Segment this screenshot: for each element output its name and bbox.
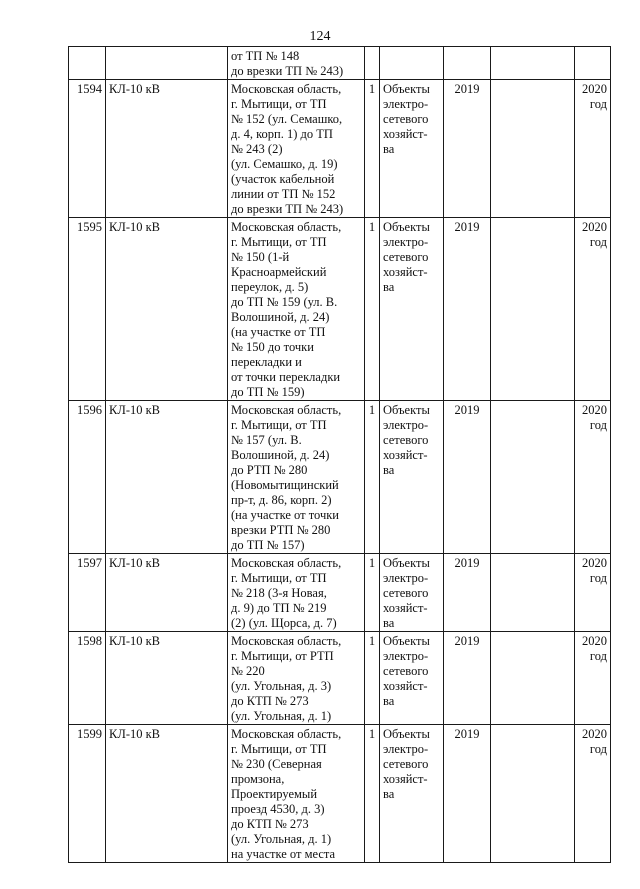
address-line: д. 9) до ТП № 219 bbox=[231, 601, 327, 615]
term-line: год bbox=[589, 571, 607, 585]
cell-address bbox=[228, 401, 365, 554]
cell-category bbox=[380, 401, 444, 554]
category-line: Объекты bbox=[383, 403, 430, 417]
address-line: Московская область, bbox=[231, 403, 342, 417]
category-line: ва bbox=[383, 787, 395, 801]
address-line: г. Мытищи, от ТП bbox=[231, 418, 327, 432]
cell-year: 2019 bbox=[444, 218, 491, 401]
term-line: 2020 bbox=[582, 634, 607, 648]
cell-category bbox=[380, 632, 444, 725]
cell-address bbox=[228, 554, 365, 632]
address-line: проезд 4530, д. 3) bbox=[231, 802, 325, 816]
cell-address bbox=[228, 80, 365, 218]
cell-year: 2019 bbox=[444, 554, 491, 632]
category-line: ва bbox=[383, 463, 395, 477]
address-line: переулок, д. 5) bbox=[231, 280, 309, 294]
address-line: до КТП № 273 bbox=[231, 817, 309, 831]
category-line: электро- bbox=[383, 742, 429, 756]
cell-type: КЛ-10 кВ bbox=[106, 401, 228, 554]
address-line: до КТП № 273 bbox=[231, 694, 309, 708]
term-line: 2020 bbox=[582, 727, 607, 741]
cell-type: КЛ-10 кВ bbox=[106, 80, 228, 218]
category-line: ва bbox=[383, 694, 395, 708]
category-line: электро- bbox=[383, 571, 429, 585]
term-line: 2020 bbox=[582, 403, 607, 417]
address-line: пр-т, д. 86, корп. 2) bbox=[231, 493, 332, 507]
address-line: № 220 bbox=[231, 664, 265, 678]
address-line: промзона, bbox=[231, 772, 285, 786]
address-line: № 243 (2) bbox=[231, 142, 283, 156]
cell-empty bbox=[491, 47, 575, 80]
address-line: № 150 (1-й bbox=[231, 250, 290, 264]
address-line: до врезки ТП № 243) bbox=[231, 202, 344, 216]
cell-category bbox=[380, 47, 444, 80]
address-line: на участке от места bbox=[231, 847, 336, 861]
cell-year bbox=[444, 47, 491, 80]
address-line: Проектируемый bbox=[231, 787, 318, 801]
cell-num bbox=[69, 47, 106, 80]
cell-num: 1596 bbox=[69, 401, 106, 554]
category-line: Объекты bbox=[383, 220, 430, 234]
category-line: Объекты bbox=[383, 727, 430, 741]
cell-category bbox=[380, 725, 444, 863]
registry-table bbox=[68, 46, 611, 863]
category-line: Объекты bbox=[383, 82, 430, 96]
term-line: год bbox=[589, 649, 607, 663]
address-line: (на участке от точки bbox=[231, 508, 340, 522]
address-line: от точки перекладки bbox=[231, 370, 341, 384]
cell-type: КЛ-10 кВ bbox=[106, 725, 228, 863]
cell-type: КЛ-10 кВ bbox=[106, 218, 228, 401]
cell-type bbox=[106, 47, 228, 80]
category-line: Объекты bbox=[383, 634, 430, 648]
cell-qty: 1 bbox=[365, 80, 380, 218]
cell-empty bbox=[491, 632, 575, 725]
table-row bbox=[69, 218, 611, 401]
category-line: ва bbox=[383, 280, 395, 294]
cell-empty bbox=[491, 80, 575, 218]
category-line: сетевого bbox=[383, 433, 429, 447]
address-line: Московская область, bbox=[231, 82, 342, 96]
address-line: Волошиной, д. 24) bbox=[231, 310, 330, 324]
cell-term bbox=[575, 401, 611, 554]
address-line: (Новомытищинский bbox=[231, 478, 339, 492]
address-line: Волошиной, д. 24) bbox=[231, 448, 330, 462]
address-line: № 150 до точки bbox=[231, 340, 314, 354]
cell-address bbox=[228, 218, 365, 401]
address-line: № 152 (ул. Семашко, bbox=[231, 112, 343, 126]
cell-qty: 1 bbox=[365, 725, 380, 863]
address-line: (на участке от ТП bbox=[231, 325, 326, 339]
cell-term bbox=[575, 47, 611, 80]
table-row bbox=[69, 725, 611, 863]
address-line: № 230 (Северная bbox=[231, 757, 322, 771]
term-line: 2020 bbox=[582, 220, 607, 234]
cell-num: 1594 bbox=[69, 80, 106, 218]
address-line: (ул. Семашко, д. 19) bbox=[231, 157, 338, 171]
address-line: № 157 (ул. В. bbox=[231, 433, 302, 447]
cell-year: 2019 bbox=[444, 80, 491, 218]
table-row bbox=[69, 632, 611, 725]
cell-empty bbox=[491, 554, 575, 632]
cell-num: 1597 bbox=[69, 554, 106, 632]
address-line: до ТП № 159) bbox=[231, 385, 305, 399]
cell-category bbox=[380, 554, 444, 632]
cell-empty bbox=[491, 725, 575, 863]
category-line: хозяйст- bbox=[383, 265, 428, 279]
address-line: Московская область, bbox=[231, 220, 342, 234]
cell-address bbox=[228, 632, 365, 725]
category-line: хозяйст- bbox=[383, 601, 428, 615]
category-line: хозяйст- bbox=[383, 772, 428, 786]
cell-qty: 1 bbox=[365, 401, 380, 554]
continuation-row bbox=[69, 47, 611, 80]
cell-qty: 1 bbox=[365, 218, 380, 401]
cell-address bbox=[228, 725, 365, 863]
category-line: сетевого bbox=[383, 250, 429, 264]
category-line: электро- bbox=[383, 97, 429, 111]
category-line: электро- bbox=[383, 418, 429, 432]
term-line: год bbox=[589, 235, 607, 249]
category-line: сетевого bbox=[383, 586, 429, 600]
address-line: (2) (ул. Щорса, д. 7) bbox=[231, 616, 337, 630]
address-line: (ул. Угольная, д. 3) bbox=[231, 679, 332, 693]
address-line: линии от ТП № 152 bbox=[231, 187, 336, 201]
address-line: Московская область, bbox=[231, 556, 342, 570]
category-line: хозяйст- bbox=[383, 448, 428, 462]
address-line: врезки РТП № 280 bbox=[231, 523, 331, 537]
address-line: Красноармейский bbox=[231, 265, 327, 279]
table-row bbox=[69, 80, 611, 218]
category-line: хозяйст- bbox=[383, 679, 428, 693]
category-line: электро- bbox=[383, 649, 429, 663]
address-line: № 218 (3-я Новая, bbox=[231, 586, 327, 600]
address-line: (участок кабельной bbox=[231, 172, 335, 186]
cell-term bbox=[575, 80, 611, 218]
table-row bbox=[69, 401, 611, 554]
address-line: Московская область, bbox=[231, 727, 342, 741]
address-line: г. Мытищи, от РТП bbox=[231, 649, 334, 663]
category-line: ва bbox=[383, 616, 395, 630]
category-line: сетевого bbox=[383, 112, 429, 126]
category-line: ва bbox=[383, 142, 395, 156]
category-line: сетевого bbox=[383, 664, 429, 678]
page-number: 124 bbox=[309, 29, 331, 44]
cell-empty bbox=[491, 401, 575, 554]
cell-qty: 1 bbox=[365, 632, 380, 725]
cell-num: 1595 bbox=[69, 218, 106, 401]
cell-category bbox=[380, 218, 444, 401]
address-line: Московская область, bbox=[231, 634, 342, 648]
address-line: перекладки и bbox=[231, 355, 302, 369]
cell-address bbox=[228, 47, 365, 80]
cell-type: КЛ-10 кВ bbox=[106, 554, 228, 632]
cell-term bbox=[575, 554, 611, 632]
term-line: год bbox=[589, 97, 607, 111]
category-line: Объекты bbox=[383, 556, 430, 570]
term-line: 2020 bbox=[582, 556, 607, 570]
cell-qty bbox=[365, 47, 380, 80]
cell-empty bbox=[491, 218, 575, 401]
address-line: до ТП № 157) bbox=[231, 538, 305, 552]
cell-category bbox=[380, 80, 444, 218]
address-line: (ул. Угольная, д. 1) bbox=[231, 709, 332, 723]
cell-year: 2019 bbox=[444, 632, 491, 725]
term-line: год bbox=[589, 418, 607, 432]
table-row bbox=[69, 554, 611, 632]
address-line: г. Мытищи, от ТП bbox=[231, 571, 327, 585]
address-line: до ТП № 159 (ул. В. bbox=[231, 295, 338, 309]
address-line: от ТП № 148 bbox=[231, 49, 300, 63]
address-line: г. Мытищи, от ТП bbox=[231, 742, 327, 756]
term-line: 2020 bbox=[582, 82, 607, 96]
address-line: д. 4, корп. 1) до ТП bbox=[231, 127, 333, 141]
category-line: электро- bbox=[383, 235, 429, 249]
cell-qty: 1 bbox=[365, 554, 380, 632]
cell-type: КЛ-10 кВ bbox=[106, 632, 228, 725]
address-line: до врезки ТП № 243) bbox=[231, 64, 344, 78]
term-line: год bbox=[589, 742, 607, 756]
cell-term bbox=[575, 632, 611, 725]
cell-num: 1599 bbox=[69, 725, 106, 863]
address-line: г. Мытищи, от ТП bbox=[231, 97, 327, 111]
cell-year: 2019 bbox=[444, 401, 491, 554]
address-line: до РТП № 280 bbox=[231, 463, 308, 477]
cell-num: 1598 bbox=[69, 632, 106, 725]
category-line: сетевого bbox=[383, 757, 429, 771]
address-line: (ул. Угольная, д. 1) bbox=[231, 832, 332, 846]
address-line: г. Мытищи, от ТП bbox=[231, 235, 327, 249]
cell-year: 2019 bbox=[444, 725, 491, 863]
category-line: хозяйст- bbox=[383, 127, 428, 141]
cell-term bbox=[575, 218, 611, 401]
cell-term bbox=[575, 725, 611, 863]
